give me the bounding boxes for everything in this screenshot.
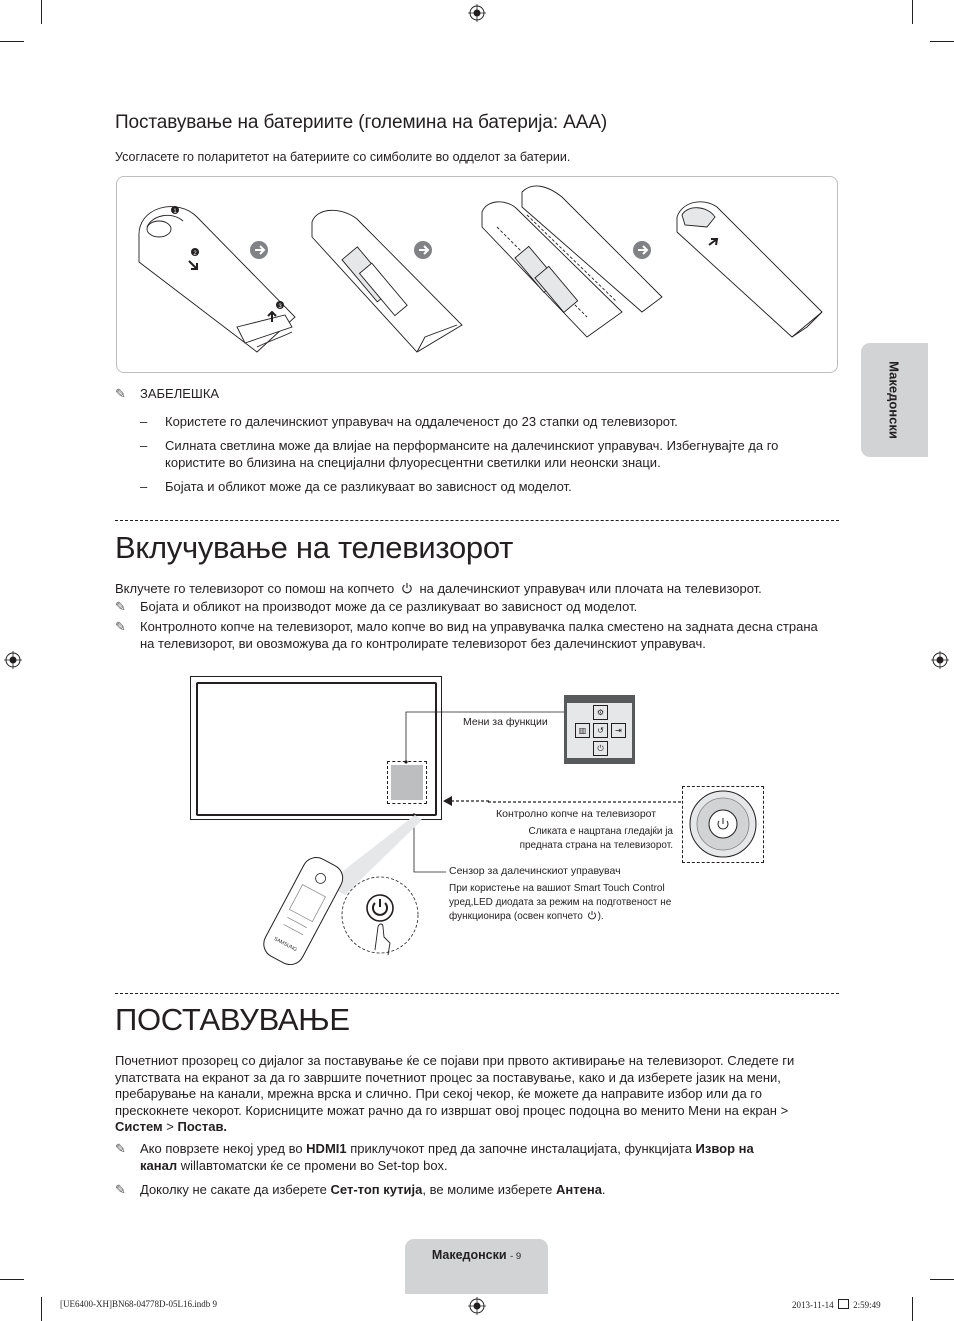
crop-mark [41,0,42,24]
menu-path-sep: > [166,1119,174,1134]
next-step-arrow-icon [414,241,432,259]
power-on-intro [115,581,835,598]
note-part: Сет-топ кутија [330,1182,423,1197]
crop-mark [0,1279,24,1280]
print-timestamp [792,1299,881,1310]
crop-mark [41,1297,42,1321]
page-footer-tab [405,1239,548,1294]
note-part: Ако поврзете некој уред во [140,1141,307,1156]
print-time: 2:59:49 [853,1300,881,1310]
setup-line: прескокнете чекорот. Корисниците можат рачно да го извршат овој процес подоцна во менито Мени на екран > [115,1102,789,1118]
crop-mark [912,1297,913,1321]
setup-line [115,1119,845,1136]
step-badge-label: 1 [173,209,177,215]
desc-text: ). [597,911,604,922]
function-menu-panel [564,695,635,764]
menu-path: Систем [115,1119,163,1134]
control-stick-box [682,786,764,863]
page-number: - 9 [510,1251,522,1262]
power-icon [401,582,413,594]
remote-illustration [250,815,450,965]
desc-line: уред,LED диодата за режим на подготвеност не [449,897,672,908]
batteries-instruction: Усогласете го поларитетот на батериите со симболите во одделот за батерии. [115,150,571,164]
note-part: willавтоматски ќе се промени во Set-top box. [177,1157,448,1173]
print-date: 2013-11-14 [792,1300,834,1310]
note-text [140,1182,830,1199]
sensor-desc [449,882,709,924]
dashed-leader [488,801,683,803]
step-badge-label: 3 [278,304,282,310]
footer-label [405,1248,548,1262]
power-icon: ⏻ [593,741,608,756]
menu-icon: ▥ [575,723,590,738]
menu-path: Постав. [177,1119,228,1134]
note-part: Доколку не сакате да изберете [140,1182,331,1197]
pencil-note-icon: ✎ [115,386,126,401]
registration-mark-icon [468,1297,486,1315]
crop-mark [930,41,954,42]
sensor-label: Сензор за далечинскиот управувач [449,865,621,877]
setup-line: пребарување на канали, мрежна врска и слично. При секој чекор, ќе можете да направите избор или да го [115,1086,762,1101]
note-text: Користете го далечинскиот управувач на оддалеченост до 23 стапки од телевизорот. [165,414,678,429]
setup-line: упатствата на екранот за да го завршите почетниот процес за поставување, како и да изберете јазик на мени, [115,1069,781,1085]
side-tab-label: Македонски [886,361,902,439]
print-file-info: [UE6400-XH]BN68-04778D-05L16.indb 9 [60,1299,217,1309]
clock-icon [838,1299,849,1309]
pencil-note-icon: ✎ [115,1182,126,1197]
note-title: ЗАБЕЛЕШКА [140,386,220,401]
note-part: , ве молиме изберете [422,1182,556,1197]
power-icon [587,910,597,920]
settings-icon: ⚙ [593,705,608,720]
note-text: Бојата и обликот на производот може да се разликуваат во зависност од моделот. [140,599,638,614]
battery-illustration-panel [116,176,838,373]
step-badge-label: 2 [193,251,197,257]
desc-line: Сликата е нацртана гледајќи ја [528,826,673,837]
control-stick-desc [498,825,673,853]
note-part: . [601,1182,606,1197]
crop-mark [0,41,24,42]
pencil-note-icon: ✎ [115,599,126,614]
control-stick-label: Контролно копче на телевизорот [496,808,657,820]
pencil-note-icon: ✎ [115,1141,126,1156]
registration-mark-icon [468,4,486,22]
source-icon: ⇥ [611,723,626,738]
note-part: канал [140,1157,178,1173]
crop-mark [930,1279,954,1280]
note-part: Извор на [695,1141,754,1156]
arrow-left-icon [443,795,491,807]
desc-line: При користење на вашиот Smart Touch Control [449,883,665,894]
intro-text: Вклучете го телевизорот со помош на копчето [115,581,395,596]
return-icon: ↺ [593,723,608,738]
note-text: Бојата и обликот може да се разликуваат во зависност од моделот. [165,479,572,494]
crop-mark [912,0,913,24]
power-on-heading: Вклучување на телевизорот [115,530,513,565]
note-text: Контролното копче на телевизорот, мало копче во вид на управувачка палка сместено на задната десна страна на телевизорот, ви овозможува да го контролирате телевизорот без далечинскиот управувач. [140,619,818,651]
registration-mark-icon [4,651,22,669]
setup-line: Почетниот прозорец со дијалог за поставување ќе се појави при првото активирање на телевизорот. Следете ги [115,1053,795,1068]
note-part: Антена [556,1182,602,1197]
footer-lang: Македонски [431,1248,507,1262]
remote-brand: SAMSUNG [272,936,298,954]
battery-steps-illustration [117,177,837,372]
menu-label: Мени за функции [463,716,548,728]
section-divider [115,993,839,994]
pencil-note-icon: ✎ [115,619,126,634]
language-side-tab [861,343,928,457]
desc-line: предната страна на телевизорот. [519,840,673,851]
next-step-arrow-icon [633,241,651,259]
batteries-heading: Поставување на батериите (големина на батерија: AAA) [115,112,608,133]
section-divider [115,520,839,521]
registration-mark-icon [931,651,949,669]
setup-paragraph [115,1053,845,1136]
note-part: приклучокот пред да започне инсталацијата, функцијата [346,1141,696,1156]
setup-heading: ПОСТАВУВАЊЕ [115,1002,350,1037]
intro-text: на далечинскиот управувач или плочата на телевизорот. [419,581,762,596]
next-step-arrow-icon [250,241,268,259]
note-part: HDMI1 [306,1141,347,1156]
note-text [140,1141,830,1174]
desc-text: функционира (освен копчето [449,911,583,922]
note-text: Силната светлина може да влијае на перформансите на далечинскиот управувач. Избегнувајте да го користите во близина на специјални флуоресцентни светилки или неонски знаци. [165,438,779,470]
desc-line [449,910,709,924]
